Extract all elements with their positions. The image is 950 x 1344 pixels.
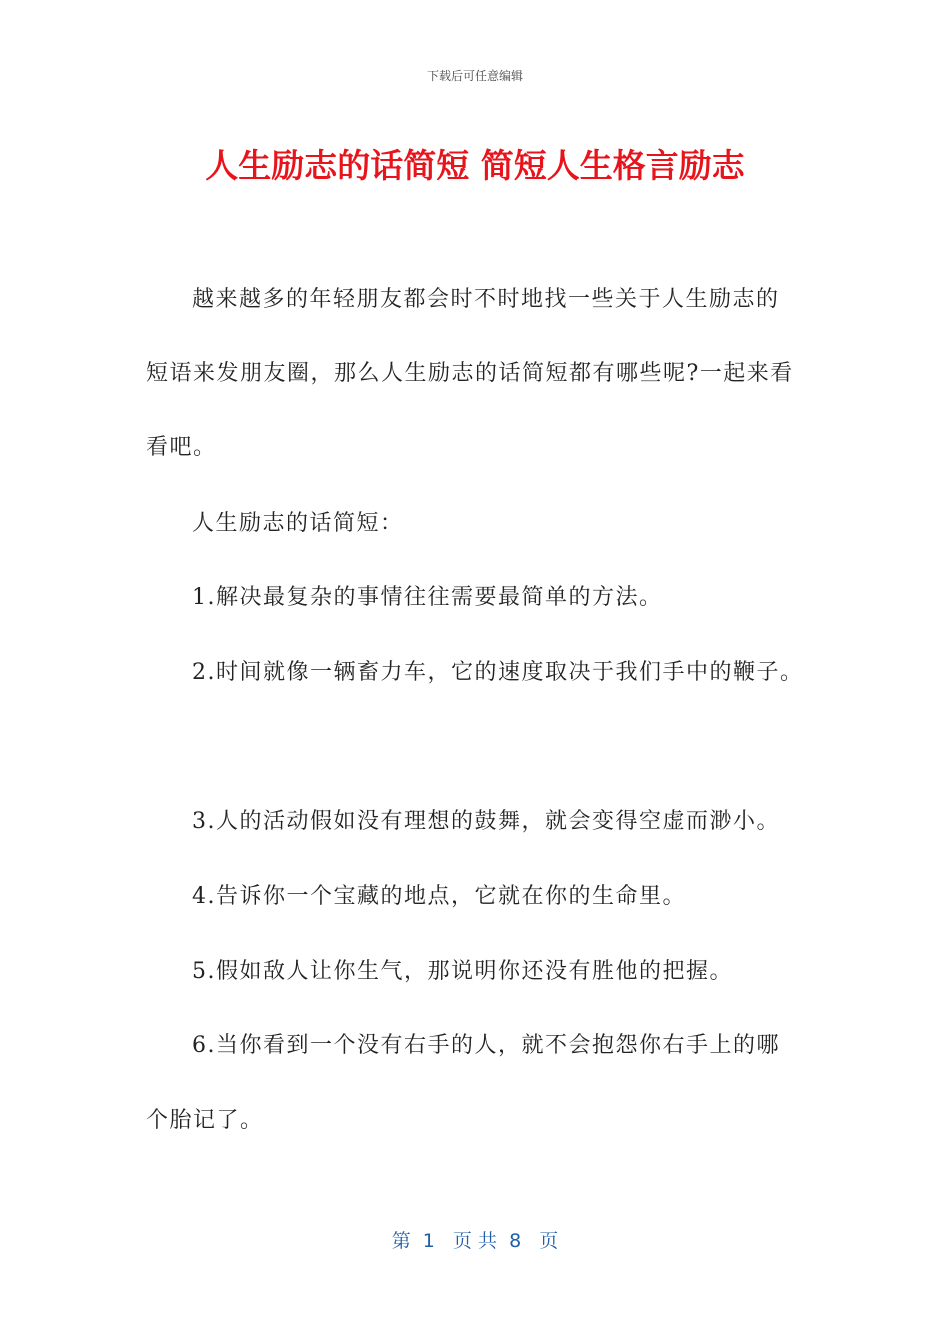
header-note: 下载后可任意编辑 (426, 69, 523, 83)
list-item-4: 4.告诉你一个宝藏的地点，它就在你的生命里。 (192, 884, 686, 909)
list-item-2: 2.时间就像一辆畜力车，它的速度取决于我们手中的鞭子。 (192, 660, 804, 685)
list-item-6-line-1: 6.当你看到一个没有右手的人，就不会抱怨你右手上的哪 (192, 1033, 780, 1058)
intro-line-2: 短语来发朋友圈，那么人生励志的话简短都有哪些呢?一起来看 (146, 361, 794, 386)
page-number: 第 1 页 共 8 页 (391, 1230, 559, 1252)
list-item-3: 3.人的活动假如没有理想的鼓舞，就会变得空虚而渺小。 (192, 809, 780, 834)
intro-line-3: 看吧。 (146, 435, 217, 460)
list-item-5: 5.假如敌人让你生气，那说明你还没有胜他的把握。 (192, 959, 733, 984)
list-item-6-line-2: 个胎记了。 (146, 1108, 264, 1133)
intro-line-1: 越来越多的年轻朋友都会时不时地找一些关于人生励志的 (192, 287, 780, 312)
section-heading: 人生励志的话简短： (192, 511, 404, 536)
list-item-1: 1.解决最复杂的事情往往需要最简单的方法。 (192, 585, 663, 610)
document-title: 人生励志的话简短 简短人生格言励志 (205, 146, 745, 185)
